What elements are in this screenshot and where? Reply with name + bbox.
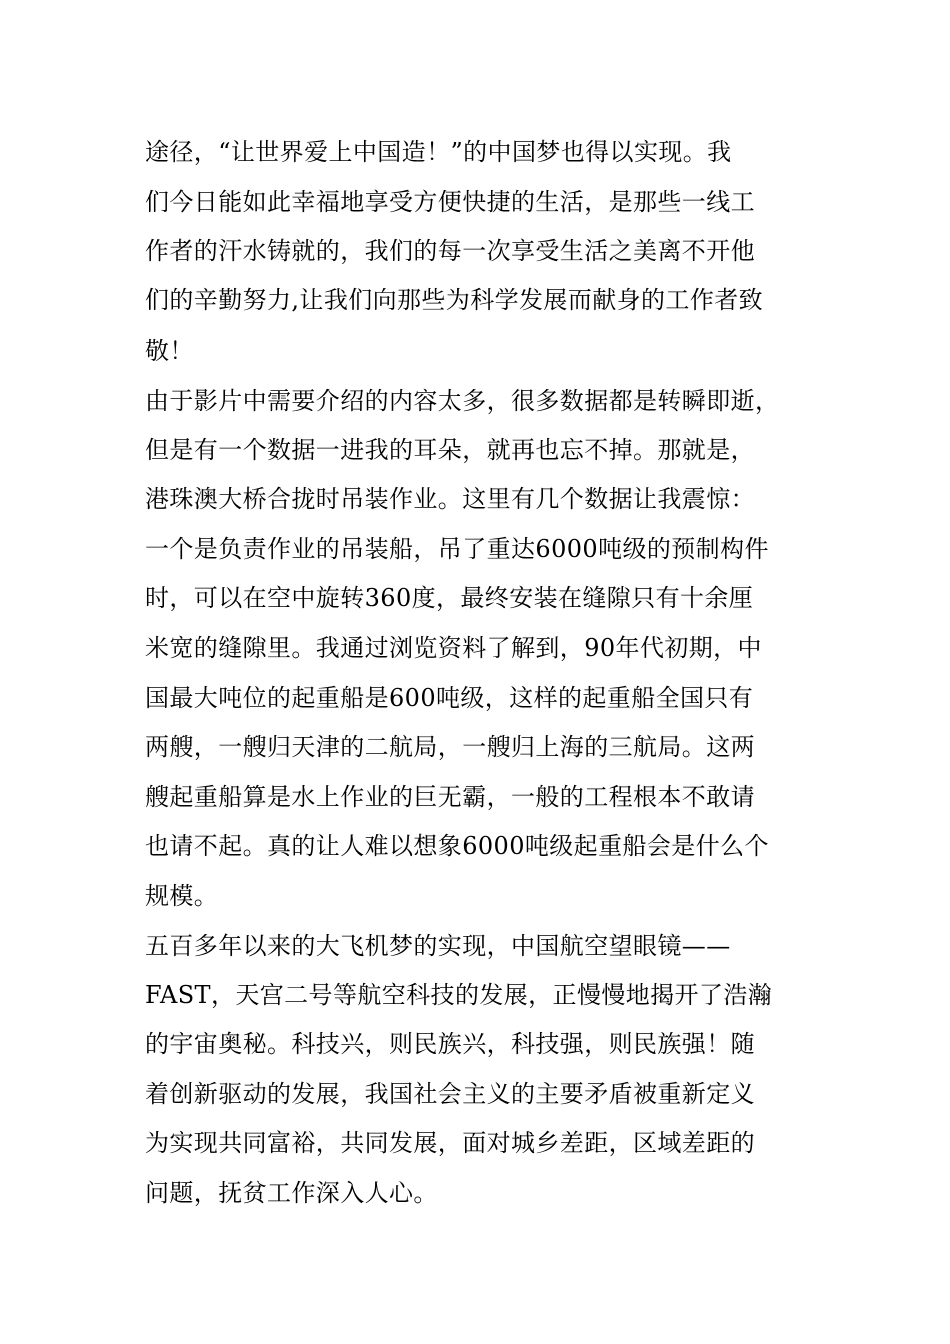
text-line: 着创新驱动的发展，我国社会主义的主要矛盾被重新定义 <box>145 1080 755 1108</box>
text-line: 两艘，一艘归天津的二航局，一艘归上海的三航局。这两 <box>145 733 755 761</box>
text-line: 作者的汗水铸就的，我们的每一次享受生活之美离不开他 <box>145 237 755 265</box>
text-line: 艘起重船算是水上作业的巨无霸，一般的工程根本不敢请 <box>145 783 755 811</box>
text-line: 为实现共同富裕，共同发展，面对城乡差距，区域差距的 <box>145 1129 755 1157</box>
text-line: 但是有一个数据一进我的耳朵，就再也忘不掉。那就是， <box>145 436 755 464</box>
text-line: 也请不起。真的让人难以想象6000吨级起重船会是什么个 <box>145 832 769 860</box>
text-line: 由于影片中需要介绍的内容太多，很多数据都是转瞬即逝， <box>145 387 780 415</box>
text-line: 国最大吨位的起重船是600吨级，这样的起重船全国只有 <box>145 684 754 712</box>
text-line: 规模。 <box>145 882 219 910</box>
text-line: 问题，抚贫工作深入人心。 <box>145 1179 438 1207</box>
text-line: 们今日能如此幸福地享受方便快捷的生活，是那些一线工 <box>145 188 755 216</box>
text-line: 一个是负责作业的吊装船，吊了重达6000吨级的预制构件 <box>145 535 769 563</box>
text-line: 们的辛勤努力,让我们向那些为科学发展而献身的工作者致 <box>145 286 764 314</box>
text-line: 时，可以在空中旋转360度，最终安装在缝隙只有十余厘 <box>145 584 754 612</box>
text-line: FAST，天宫二号等航空科技的发展，正慢慢地揭开了浩瀚 <box>145 981 773 1009</box>
text-line: 港珠澳大桥合拢时吊装作业。这里有几个数据让我震惊： <box>145 485 755 513</box>
text-line: 途径，“让世界爱上中国造！”的中国梦也得以实现。我 <box>145 138 732 166</box>
text-line: 五百多年以来的大飞机梦的实现，中国航空望眼镜—— <box>145 932 731 960</box>
text-line: 米宽的缝隙里。我通过浏览资料了解到，90年代初期，中 <box>145 634 762 662</box>
text-line: 的宇宙奥秘。科技兴，则民族兴，科技强，则民族强！随 <box>145 1030 755 1058</box>
text-line: 敬！ <box>145 337 194 365</box>
